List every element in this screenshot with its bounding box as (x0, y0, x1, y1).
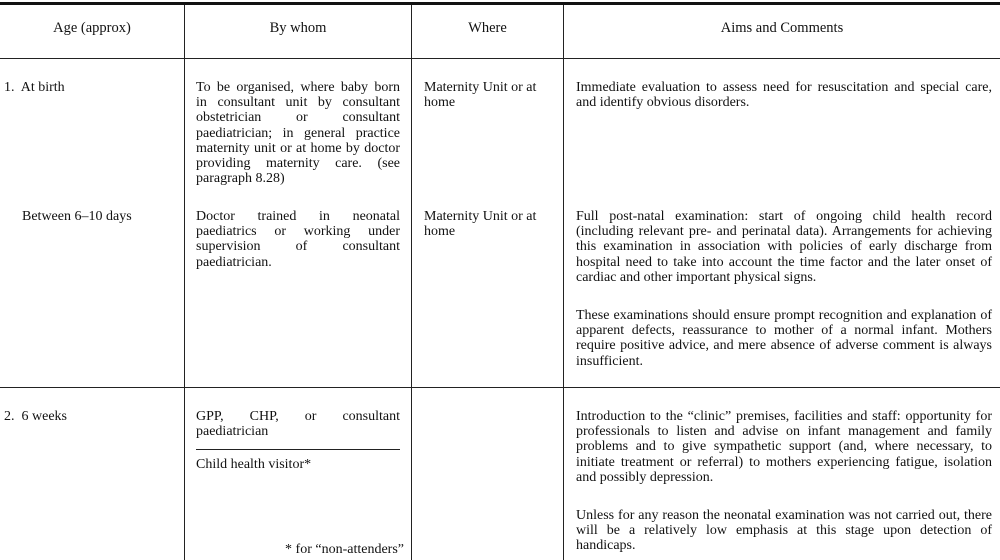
row-2-aims-para-1: Full post-natal examination: start of ongoing child health record (including relevant pre- and perinatal data). Arrangements for achieving this examination in association with policies of early discharge from hospital need to take into account the time factor and the later onset of cardiac and other important physical signs. (576, 209, 992, 285)
header-age: Age (approx) (53, 20, 131, 36)
header-where: Where (468, 20, 507, 36)
row-1-aims: Immediate evaluation to assess need for resuscitation and special care, and identify obvious disorders. (576, 80, 992, 111)
row-2-age: Between 6–10 days (22, 209, 132, 224)
header-by-whom: By whom (269, 20, 327, 36)
row-1-age: 1. At birth (4, 80, 65, 95)
row-3-by-whom: GPP, CHP, or consultant paediatrician (196, 409, 400, 440)
row-3-age: 2. 6 weeks (4, 409, 67, 424)
by-whom-inner-divider (196, 449, 400, 450)
row-2-by-whom: Doctor trained in neonatal paediatrics or working under supervision of consultant paediatrician. (196, 209, 400, 270)
top-rule (0, 2, 1000, 5)
row-divider (0, 387, 1000, 388)
footnote: * for “non-attenders” (285, 542, 404, 557)
column-divider-2 (411, 5, 412, 560)
row-2-aims-para-2: These examinations should ensure prompt recognition and explanation of apparent defects, reassurance to mother of a normal infant. Mothers require positive advice, and mere absence of adverse comment is always insufficient. (576, 308, 992, 369)
header-divider (0, 58, 1000, 59)
row-1-where: Maternity Unit or at home (424, 80, 537, 111)
row-3-by-whom-secondary: Child health visitor* (196, 457, 312, 472)
column-divider-1 (184, 5, 185, 560)
header-aims: Aims and Comments (720, 20, 844, 36)
row-2-where: Maternity Unit or at home (424, 209, 537, 240)
column-divider-3 (563, 5, 564, 560)
row-1-by-whom: To be organised, where baby born in consultant unit by consultant obstetrician or consultant paediatrician; in general practice maternity unit or at home by doctor providing maternity care. (see paragraph 8.28) (196, 80, 400, 187)
row-3-aims-para-1: Introduction to the “clinic” premises, facilities and staff: opportunity for professionals to listen and advise on infant management and family problems and to give sympathetic support (and, where necessary, to initiate treatment or referral) to mothers experiencing fatigue, isolation and possibly depression. (576, 409, 992, 485)
row-3-aims-para-2: Unless for any reason the neonatal examination was not carried out, there will be a relatively low emphasis at this stage upon detection of handicaps. (576, 508, 992, 554)
